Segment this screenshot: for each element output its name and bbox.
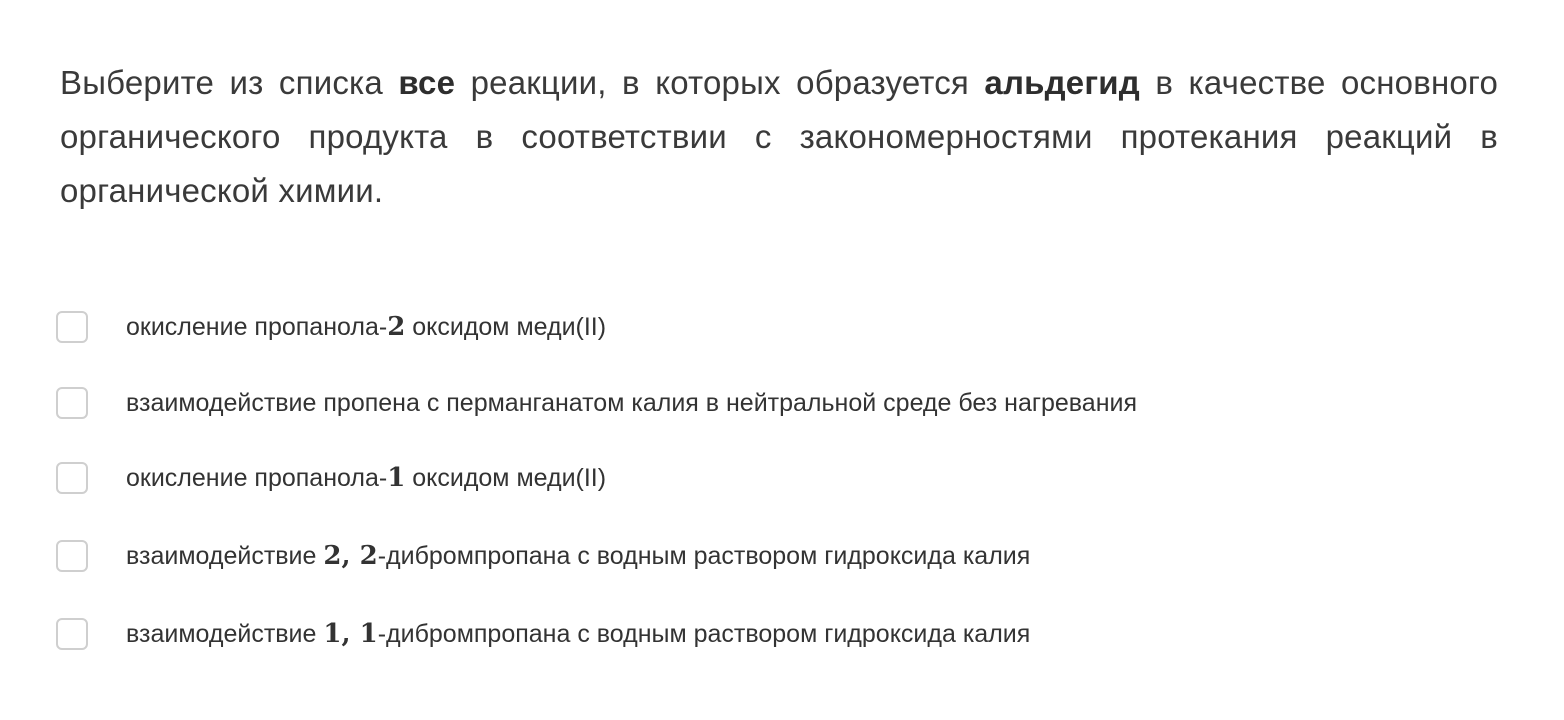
option-label-text: взаимодействие bbox=[126, 620, 324, 648]
option-label-formula: 2 bbox=[387, 312, 406, 342]
option-checkbox[interactable] bbox=[56, 311, 88, 343]
question-text-part: реакции, в которых образуется bbox=[455, 64, 985, 101]
question-text bbox=[60, 56, 1498, 218]
option-label-text: взаимодействие пропена с перманганатом калия в нейтральной среде без нагревания bbox=[126, 389, 1138, 417]
question-emphasis-aldehyde: альдегид bbox=[984, 64, 1140, 101]
option-label[interactable] bbox=[126, 312, 606, 342]
option-label[interactable] bbox=[126, 541, 1030, 571]
option-label-text: -дибромпропана с водным раствором гидроксида калия bbox=[377, 542, 1031, 570]
option-label[interactable] bbox=[126, 619, 1030, 649]
option-checkbox[interactable] bbox=[56, 387, 88, 419]
option-label-text: взаимодействие bbox=[126, 542, 324, 570]
answer-option[interactable] bbox=[56, 307, 1496, 347]
option-label-text: оксидом меди(II) bbox=[405, 464, 607, 492]
option-label[interactable] bbox=[126, 463, 606, 493]
option-label-formula: 1, 1 bbox=[323, 619, 378, 649]
option-checkbox[interactable] bbox=[56, 540, 88, 572]
option-checkbox[interactable] bbox=[56, 618, 88, 650]
option-checkbox[interactable] bbox=[56, 462, 88, 494]
answer-option[interactable] bbox=[56, 536, 1496, 576]
option-label-text: оксидом меди(II) bbox=[405, 313, 607, 341]
option-label-formula: 1 bbox=[387, 463, 406, 493]
answer-option[interactable] bbox=[56, 383, 1496, 423]
option-label-text: окисление пропанола- bbox=[126, 464, 388, 492]
question-text-part: в качестве основного органического продукта в соответствии с закономерностями протекания реакций в органической химии. bbox=[60, 64, 1498, 209]
option-label[interactable] bbox=[126, 388, 1137, 418]
option-label-text: -дибромпропана с водным раствором гидроксида калия bbox=[377, 620, 1031, 648]
question-text-part: Выберите из списка bbox=[60, 64, 399, 101]
answer-option[interactable] bbox=[56, 614, 1496, 654]
option-label-formula: 2, 2 bbox=[323, 541, 378, 571]
option-label-text: окисление пропанола- bbox=[126, 313, 388, 341]
question-emphasis-all: все bbox=[398, 64, 456, 101]
answer-option[interactable] bbox=[56, 458, 1496, 498]
